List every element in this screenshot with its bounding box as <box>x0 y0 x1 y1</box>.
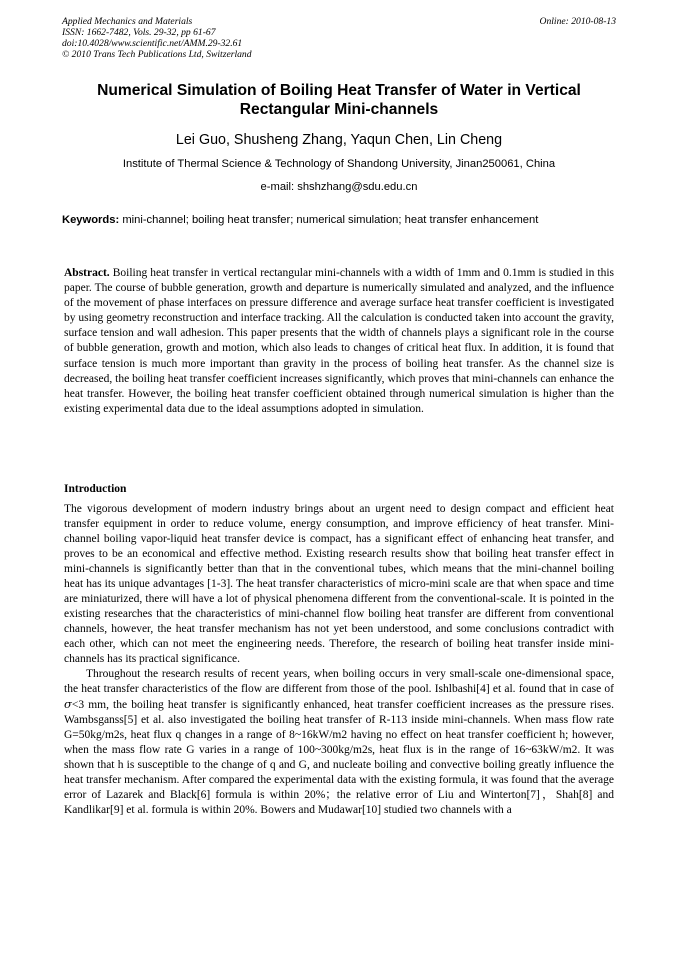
abstract-text: Boiling heat transfer in vertical rectangular mini-channels with a width of 1mm and 0.1mm is studied in this paper. The course of bubble generation, growth and departure is numerically simulated and analyzed, and the influence of the movement of phase interfaces on pressure difference and average surface heat transfer coefficient is investigated by using geometry reconstruction and interface tracking. All the calculation is conducted taken into account the gravity, surface tension and wall adhesion. This paper presents that the width of channels plays a significant role in the course of bubble generation, growth and motion, which also leads to changes of critical heat flux. In addition, it is found that surface tension is much more important than gravity in the process of boiling heat transfer. As the channel size is decreased, the boiling heat transfer coefficient increases significantly, which proves that mini-channels can enhance the heat transfer. However, the boiling heat transfer coefficient obtained through numerical simulation is higher than the existing experimental data due to the ideal assumptions adopted in simulation. <box>64 267 614 415</box>
contact-email: e-mail: shshzhang@sdu.edu.cn <box>260 181 418 193</box>
intro-paragraph-1: The vigorous development of modern industry brings about an urgent need to design compact and efficient heat transfer equipment in order to reduce volume, energy consumption, and improve efficiency of heat transfer. Mini-channel boiling vapor-liquid heat transfer device is compact, has a significant effect of enhancing heat transfer, and proves to be an economical and effective method. Existing research results show that boiling heat transfer effect in mini-channels is significantly better than that in the conventional tubes, which means that the mini-channel boiling heat has its unique advantages [1-3]. The heat transfer characteristics of micro-mini scale are that when space and time are miniaturized, there will have a lot of physical phenomena different from the conventional-scale. It is pointed in the existing researches that the characteristics of mini-channel flow boiling heat transfer are different from conventional channels, however, the heat transfer mechanism has not yet been understood, and some conclusions contradict with each other, which can not meet the engineering needs. Therefore, the research of boiling heat transfer inside mini-channels has its practical significance. <box>64 503 614 665</box>
author-list: Lei Guo, Shusheng Zhang, Yaqun Chen, Lin Cheng <box>175 132 503 148</box>
issn-line: ISSN: 1662-7482, Vols. 29-32, pp 61-67 <box>62 27 216 38</box>
section-heading-introduction: Introduction <box>64 483 127 495</box>
journal-name: Applied Mechanics and Materials <box>62 16 193 27</box>
journal-header <box>62 16 616 60</box>
keywords-label: Keywords: <box>62 214 120 226</box>
intro-p2-part-a: Throughout the research results of recent years, when boiling occurs in very small-scale one-dimensional space, the heat transfer characteristics of the flow are different from those of the pool. Ishlbashi[4] et al. found that in case of <box>64 668 614 695</box>
affiliation: Institute of Thermal Science & Technology of Shandong University, Jinan250061, China <box>122 158 556 170</box>
abstract <box>64 266 614 417</box>
doi-line: doi:10.4028/www.scientific.net/AMM.29-32.61 <box>62 38 243 49</box>
online-date: Online: 2010-08-13 <box>539 16 616 27</box>
intro-p2-part-b: <3 mm, the boiling heat transfer is significantly enhanced, heat transfer coefficient increases as the pressure rises. Wambsganss[5] et al. also investigated the boiling heat transfer of R-113 inside mini-channels. When mass flow rate G=50kg/m2s, heat flux q changes in a range of 8~16kW/m2 having no effect on heat transfer coefficient h; however, when the mass flow rate G varies in a range of 100~300kg/m2s, heat flux is in the range of 16~63kW/m2. It was shown that h is susceptible to the change of q and G, and nucleate boiling and convective boiling greatly influence the heat transfer mechanism. After compared the experimental data with the existing formula, it was found that the average error of Lazarek and Black[6] formula is within 20%；the relative error of Liu and Winterton[7]，Shah[8] and Kandlikar[9] et al. formula is within 20%. Bowers and Mudawar[10] studied two channels with a <box>64 699 614 816</box>
abstract-label: Abstract. <box>64 267 110 279</box>
introduction-body <box>64 502 614 818</box>
keywords <box>62 213 622 227</box>
copyright-line: © 2010 Trans Tech Publications Ltd, Switzerland <box>62 49 252 60</box>
paper-title: Numerical Simulation of Boiling Heat Transfer of Water in Vertical Rectangular Mini-channels <box>97 82 581 118</box>
keywords-text: mini-channel; boiling heat transfer; numerical simulation; heat transfer enhancement <box>122 214 539 226</box>
intro-paragraph-2 <box>64 667 614 818</box>
sigma-symbol: σ <box>64 697 72 711</box>
